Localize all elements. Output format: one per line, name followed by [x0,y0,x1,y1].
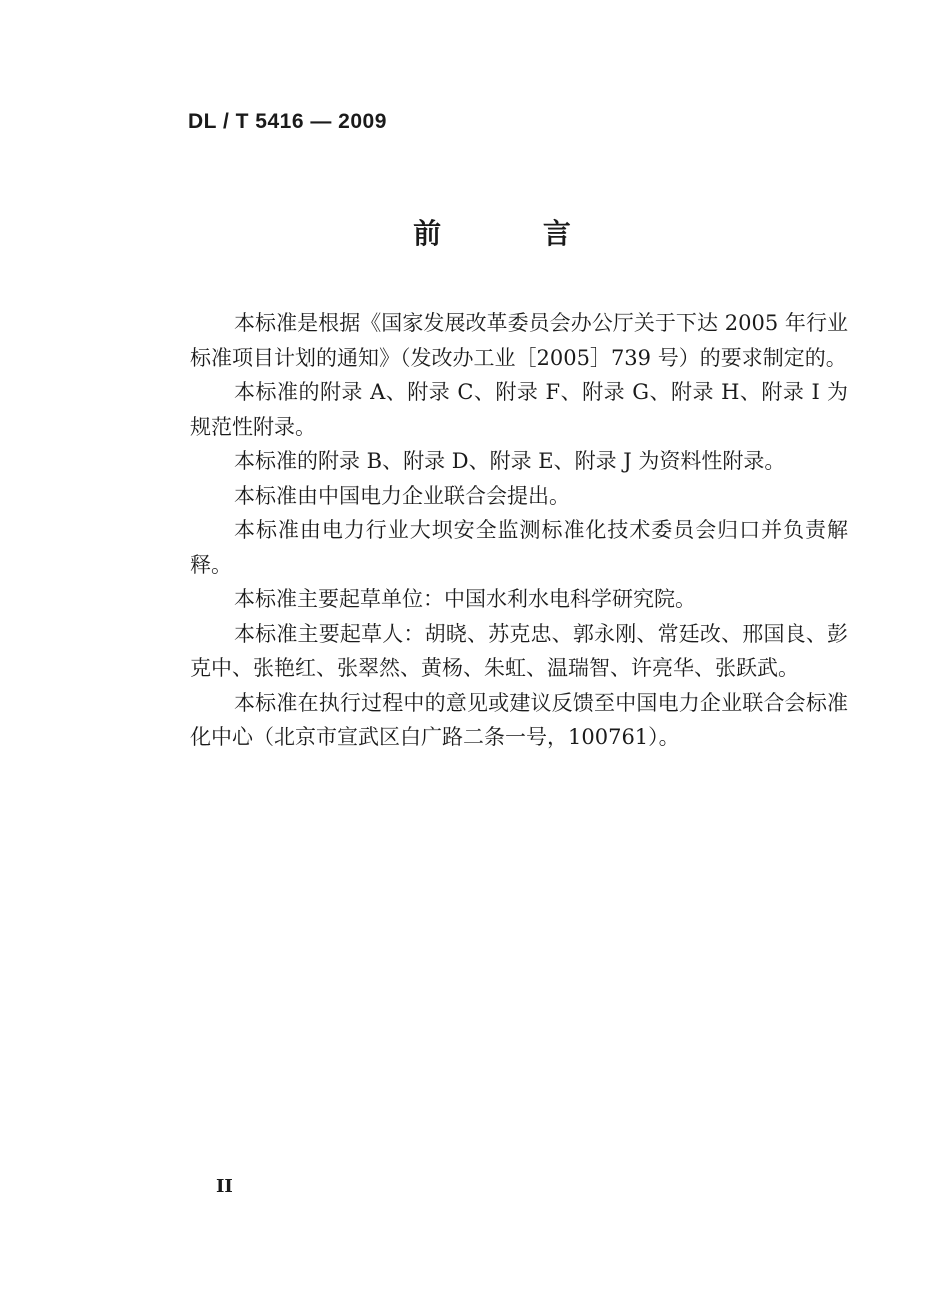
paragraph-informative-annexes: 本标准的附录 B、附录 D、附录 E、附录 J 为资料性附录。 [234,449,786,473]
page-number: II [216,1176,233,1197]
paragraph-normative-annexes: 本标准的附录 A、附录 C、附录 F、附录 G、附录 H、附录 I 为规范性附录。 [190,380,848,439]
preface-body [190,306,848,755]
standard-code: DL / T 5416 — 2009 [188,110,387,133]
paragraph-drafting-unit: 本标准主要起草单位：中国水利水电科学研究院。 [234,587,696,611]
paragraph-feedback: 本标准在执行过程中的意见或建议反馈至中国电力企业联合会标准化中心（北京市宣武区白广路二条一号，100761）。 [190,690,848,749]
paragraph-drafters: 本标准主要起草人：胡晓、苏克忠、郭永刚、常廷改、邢国良、彭克中、张艳红、张翠然、黄杨、朱虹、温瑞智、许亮华、张跃武。 [190,621,848,680]
paragraph-responsible-committee: 本标准由电力行业大坝安全监测标准化技术委员会归口并负责解释。 [190,518,848,577]
page-title: 前 言 [413,217,617,250]
paragraph-basis: 本标准是根据《国家发展改革委员会办公厅关于下达 2005 年行业标准项目计划的通知》（发改办工业［2005］739 号）的要求制定的。 [190,311,848,370]
paragraph-proposer: 本标准由中国电力企业联合会提出。 [234,483,570,508]
